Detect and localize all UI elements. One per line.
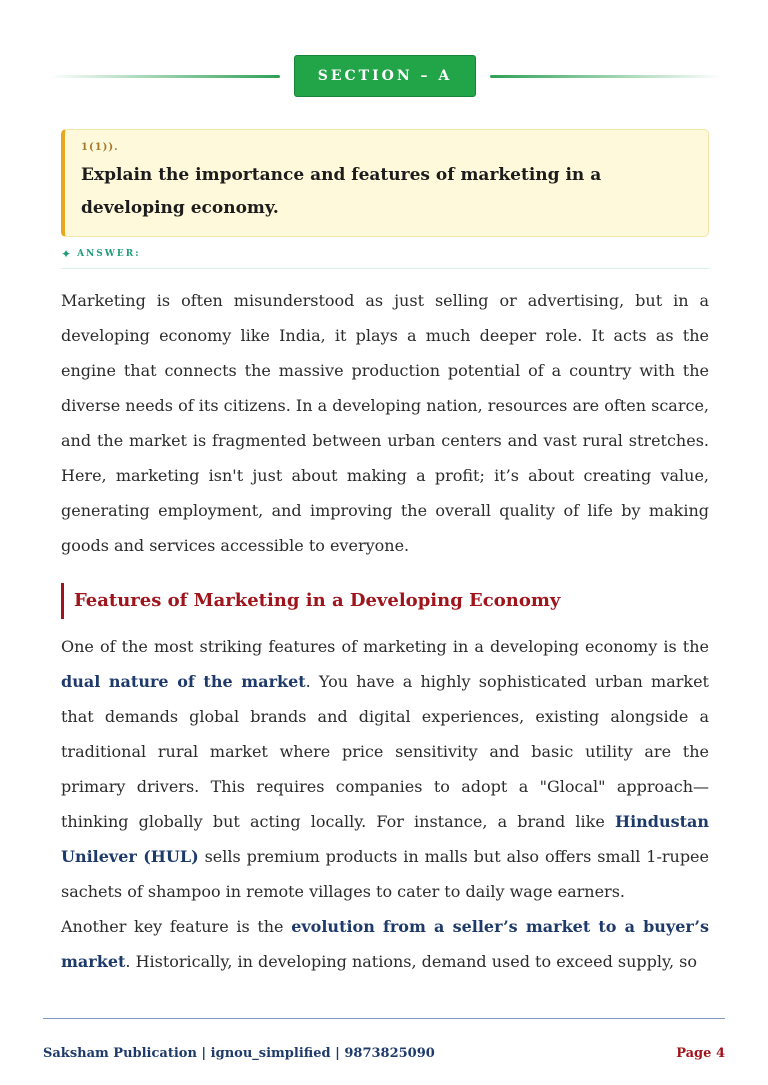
answer-content bbox=[61, 283, 709, 979]
footer-divider bbox=[43, 1018, 725, 1019]
sparkle-icon: ✦ bbox=[61, 247, 72, 261]
highlight-buyers-market: evolution from a seller’s market to a buyer’s market bbox=[61, 917, 709, 971]
highlight-dual-nature: dual nature of the market bbox=[61, 672, 306, 691]
question-text: Explain the importance and features of marketing in a developing economy. bbox=[81, 165, 602, 218]
answer-label: ANSWER: bbox=[77, 249, 141, 259]
paragraph-dual-market bbox=[61, 629, 709, 909]
section-header bbox=[0, 55, 768, 97]
answer-divider bbox=[61, 268, 709, 269]
footer-publisher: Saksham Publication | ignou_simplified | 9873825090 bbox=[43, 1046, 435, 1061]
answer-label-row bbox=[61, 247, 709, 261]
question-number: 1(1)). bbox=[81, 142, 119, 153]
page-number: Page 4 bbox=[676, 1046, 725, 1061]
intro-paragraph: Marketing is often misunderstood as just selling or advertising, but in a developing economy like India, it plays a much deeper role. It acts as the engine that connects the massive production potential of a country with the diverse needs of its citizens. In a developing nation, resources are often scarce, and the market is fragmented between urban centers and vast rural stretches. Here, marketing isn't just about making a profit; it’s about creating value, generating employment, and improving the overall quality of life by making goods and services accessible to everyone. bbox=[61, 291, 709, 555]
text-run: Another key feature is the bbox=[61, 917, 292, 936]
section-badge: SECTION – A bbox=[294, 55, 476, 97]
question-box bbox=[61, 129, 709, 237]
paragraph-buyers-market bbox=[61, 909, 709, 979]
text-run: sells premium products in malls but also offers small 1-rupee sachets of shampoo in remote villages to cater to daily wage earners. bbox=[61, 847, 709, 901]
highlight-hul: Hindustan Unilever (HUL) bbox=[61, 812, 709, 866]
section-divider-left bbox=[48, 75, 280, 78]
features-subheading: Features of Marketing in a Developing Economy bbox=[61, 583, 709, 619]
section-divider-right bbox=[490, 75, 722, 78]
text-run: One of the most striking features of marketing in a developing economy is the bbox=[61, 637, 709, 656]
text-run: . Historically, in developing nations, demand used to exceed supply, so bbox=[125, 952, 697, 971]
text-run: . You have a highly sophisticated urban market that demands global brands and digital experiences, existing alongside a traditional rural market where price sensitivity and basic utility are the primary drivers. This requires companies to adopt a "Glocal" approach—thinking globally but acting locally. For instance, a brand like bbox=[61, 672, 709, 831]
